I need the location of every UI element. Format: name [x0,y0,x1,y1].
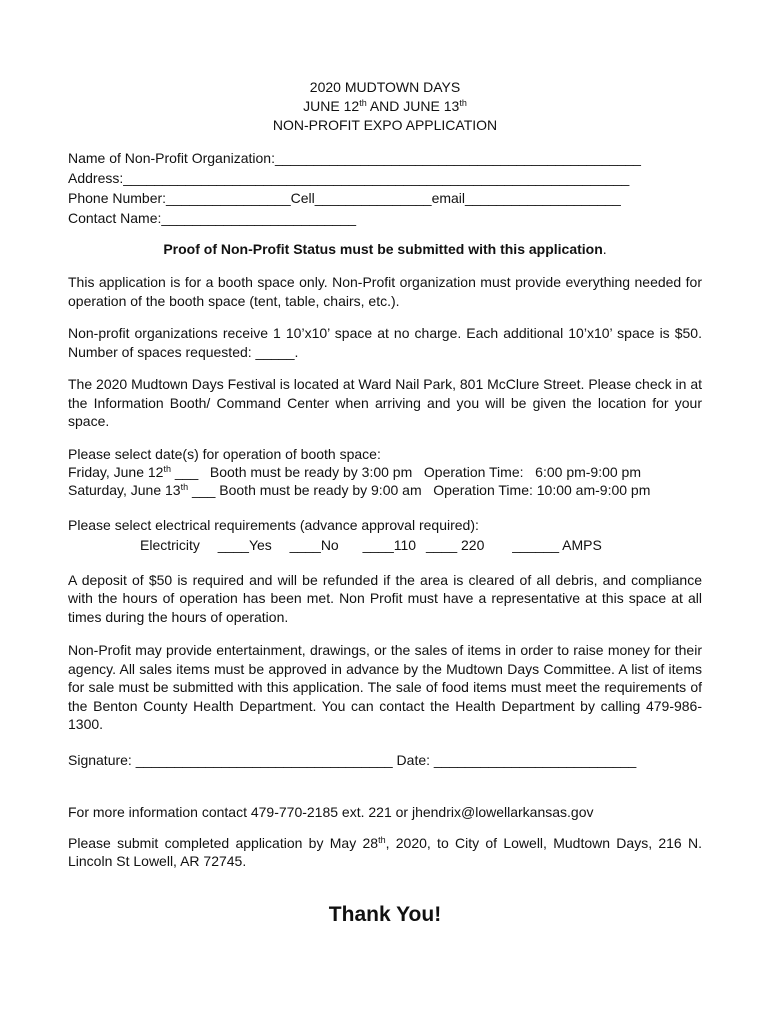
friday-option[interactable] [68,463,702,481]
form-header [68,78,702,135]
electricity-yes[interactable]: ____Yes [217,536,272,553]
event-title: 2020 MUDTOWN DAYS [309,79,461,95]
friday-text: Friday, June 12 [68,463,164,480]
submit-text-1: Please submit completed application by May 28 [68,834,379,851]
address-field[interactable]: Address:_________________________________________________________________ [68,170,630,186]
proof-notice [68,241,702,257]
signature-row [68,750,702,770]
dates-section [68,445,702,499]
contact-fields [68,148,702,228]
saturday-details: ___ Booth must be ready by 9:00 am Operation Time: 10:00 am-9:00 pm [188,481,651,498]
electricity-no[interactable]: ____No [289,536,339,553]
date-suffix-2: th [459,98,467,108]
cell-field[interactable]: Cell_______________ [290,190,432,206]
email-field[interactable]: email____________________ [431,190,621,206]
friday-details: ___ Booth must be ready by 3:00 pm Operation Time: 6:00 pm-9:00 pm [170,463,642,480]
thank-you: Thank You! [328,902,442,926]
date-field[interactable]: Date: __________________________ [396,751,637,768]
contact-info: For more information contact 479-770-2185 ext. 221 or jhendrix@lowellarkansas.gov [68,803,594,820]
saturday-suffix: th [180,481,189,492]
submit-text-2: , 2020, to City of Lowell, Mudtown Days, 216 N. Lincoln St Lowell, AR 72745. [68,834,702,869]
saturday-option[interactable] [68,481,702,499]
deposit-paragraph: A deposit of $50 is required and will be refunded if the area is cleared of all debris, and compliance with the hours of operation has been met. Non Profit must have a representative at this space at all times during the hours of operation. [68,571,702,625]
sales-paragraph: Non-Profit may provide entertainment, drawings, or the sales of items in order to raise money for their agency. All sales items must be approved in advance by the Mudtown Days Committee. A list of items for sale must be submitted with this application. The sale of food items must meet the requirements of the Benton County Health Department. You can contact the Health Department by calling 479-986-1300. [68,642,702,732]
org-name-field[interactable]: Name of Non-Profit Organization:_______________________________________________ [68,150,641,166]
form-title: NON-PROFIT EXPO APPLICATION [272,117,498,133]
location-paragraph: The 2020 Mudtown Days Festival is located at Ward Nail Park, 801 McClure Street. Please check in at the Information Booth/ Command Center when arriving and you will be given the location for your space. [68,376,702,429]
saturday-text: Saturday, June 13 [68,481,181,498]
date-text-2: AND JUNE 13 [366,98,460,114]
signature-field[interactable]: Signature: _________________________________ [68,751,393,768]
booth-paragraph: This application is for a booth space only. Non-Profit organization must provide everything needed for operation of the booth space (tent, table, chairs, etc.). [68,274,702,309]
electrical-options [68,535,702,555]
electrical-section [68,515,702,555]
amps-field[interactable]: ______ AMPS [512,536,602,553]
voltage-220[interactable]: ____ 220 [425,536,485,553]
spaces-paragraph: Non-profit organizations receive 1 10’x10’ space at no charge. Each additional 10’x10’ space is $50. Number of spaces requested: _____. [68,325,702,360]
proof-period: . [602,241,607,257]
application-form [68,78,702,927]
date-text-1: JUNE 12 [303,98,360,114]
electrical-intro: Please select electrical requirements (advance approval required): [68,516,479,533]
proof-text: Proof of Non-Profit Status must be submitted with this application [163,241,603,257]
event-dates [68,97,702,116]
friday-suffix: th [163,463,171,474]
electricity-label: Electricity [140,536,200,553]
phone-field[interactable]: Phone Number:________________ [68,190,291,206]
dates-intro: Please select date(s) for operation of booth space: [68,445,381,462]
contact-name-field[interactable]: Contact Name:_________________________ [68,210,357,226]
submit-suffix: th [378,834,386,845]
phone-row [68,188,702,208]
date-suffix-1: th [359,98,367,108]
submit-paragraph [68,834,702,871]
voltage-110[interactable]: ____110 [362,536,417,553]
